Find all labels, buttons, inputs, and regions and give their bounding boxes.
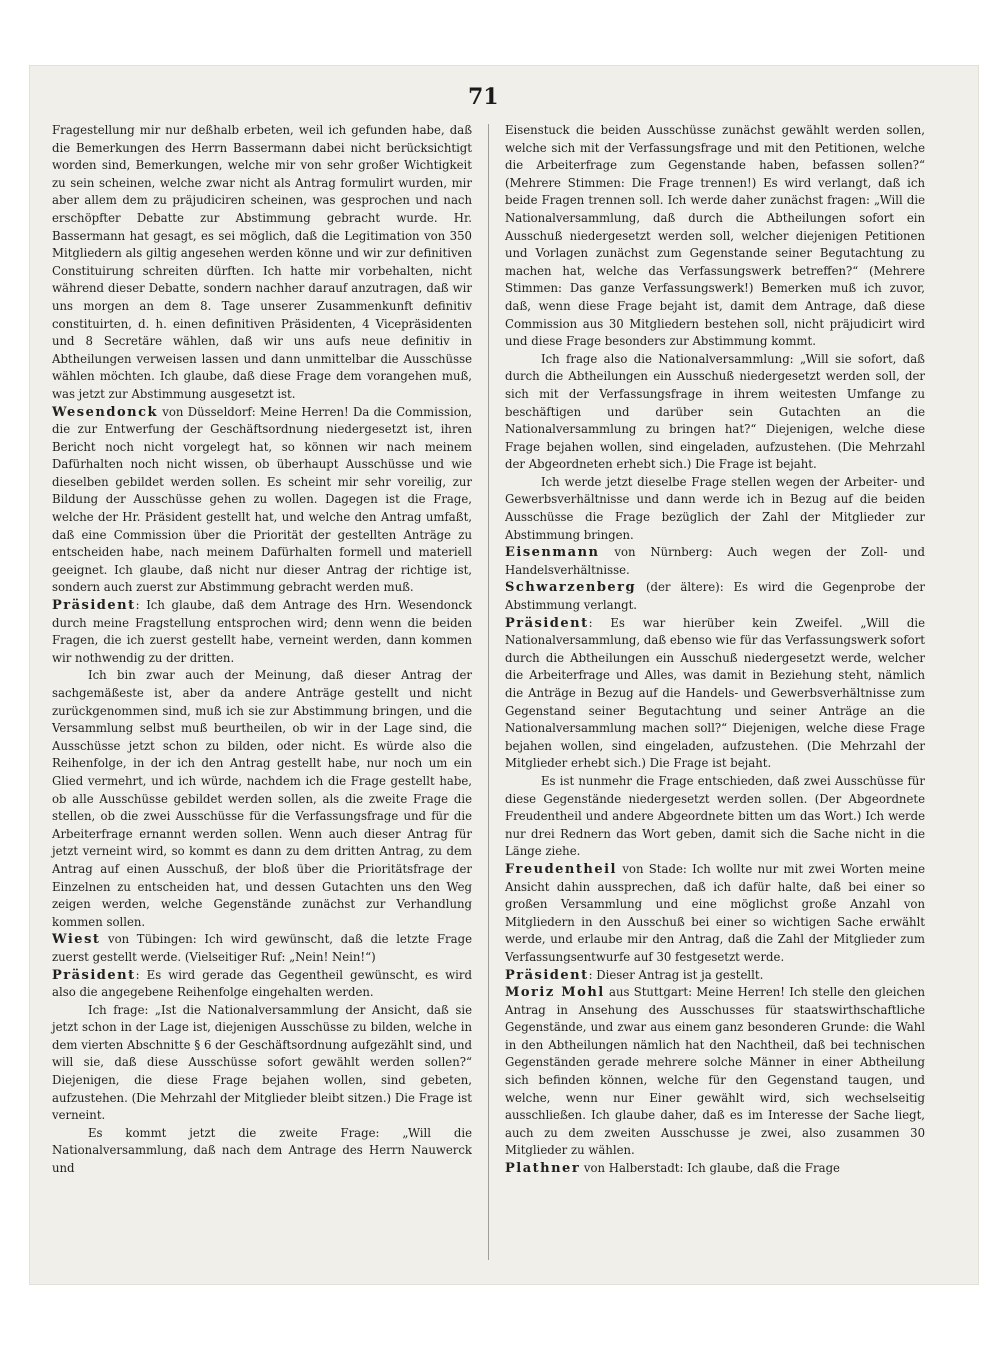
page-number: 71 [468, 84, 499, 110]
paragraph [505, 861, 925, 967]
speaker-name: Freudentheil [505, 861, 617, 877]
paragraph [505, 967, 925, 985]
paragraph-text: von Tübingen: Ich wird gewünscht, daß die letzte Frage zuerst gestellt werde. (Vielseitiger Ruf: „Nein! Nein!“) [52, 932, 472, 964]
paragraph-text: Es ist nunmehr die Frage entschieden, daß zwei Ausschüsse für diese Gegenstände niedergesetzt werden sollen. (Der Abgeordnete Freudentheil und andere Abgeordnete bitten um das Wort.) Ich werde nur drei Rednern das Wort geben, damit sich die Sache nicht in die Länge ziehe. [505, 773, 925, 859]
paragraph [52, 122, 472, 404]
paragraph-text: Ich frage also die Nationalversammlung: „Will sie sofort, daß durch die Abtheilungen ein Ausschuß niedergesetzt werden soll, der sich mit der Verfassungsfrage in ihrem weitesten Umfange zu beschäftigen und darüber sein Gutachten an die Nationalversammlung zu bringen hat?“ Diejenigen, welche diese Frage bejahen wollen, sind eingeladen, aufzustehen. (Die Mehrzahl der Abgeordneten erhebt sich.) Die Frage ist bejaht. [505, 351, 925, 472]
paragraph [505, 1160, 925, 1178]
paragraph [505, 579, 925, 614]
paragraph-text: : Ich glaube, daß dem Antrage des Hrn. Wesendonck durch meine Fragstellung entsprochen wird; denn wenn die beiden Fragen, die ich zuerst gestellt habe, verneint werden, dann kommen wir nothwendig zu der dritten. [52, 598, 472, 665]
paragraph-text: aus Stuttgart: Meine Herren! Ich stelle den gleichen Antrag in Ansehung des Ausschusses für staatswirthschaftliche Gegenstände, und zwar aus einem ganz besonderen Grunde: die Wahl in den Abtheilungen nämlich hat den Nachtheil, daß bei technischen Gegenständen gerade mehrere solche Männer in einer Abtheilung sich befinden können, welche für den Gegenstand taugen, und welche, wenn nur Einer gewählt wird, sich wechselseitig ausschließen. Ich glaube daher, daß es im Interesse der Sache liegt, auch zu dem zweiten Ausschusse je zwei, also zusammen 30 Mitglieder zu wählen. [505, 985, 925, 1158]
paragraph-text: Fragestellung mir nur deßhalb erbeten, weil ich gefunden habe, daß die Bemerkungen des Herrn Bassermann dabei nicht berücksichtigt worden sind, Bemerkungen, welche mir von sehr großer Wichtigkeit zu sein scheinen, welche zwar nicht als Antrag formulirt wurden, mir aber allem dem zu präjudiciren scheinen, was gesprochen und nach erschöpfter Debatte zur Abstimmung gebracht wurde. Hr. Bassermann hat gesagt, es sei möglich, daß die Legitimation von 350 Mitgliedern als giltig angesehen werden könne und wir zur definitiven Constituirung schreiten dürften. Ich hatte mir vorbehalten, nicht während dieser Debatte, sondern nachher darauf anzutragen, daß wir uns morgen an dem 8. Tage unserer Zusammenkunft definitiv constituirten, d. h. einen definitiven Präsidenten, 4 Vicepräsidenten und 8 Secretäre wählen, daß wir uns aufs neue definitiv in Abtheilungen verweisen lassen und dann unmittelbar die Ausschüsse wählen möchten. Ich glaube, daß diese Frage dem vorangehen muß, was jetzt zur Abstimmung ausgesetzt ist. [52, 123, 472, 401]
paragraph [52, 404, 472, 598]
paragraph-text: : Dieser Antrag ist ja gestellt. [588, 967, 764, 982]
paragraph-text: von Stade: Ich wollte nur mit zwei Worten meine Ansicht dahin aussprechen, daß ich dafür halte, daß bei einer so großen Versammlung und eine möglichst große Anzahl von Mitgliedern in den Ausschuß bei einer so wichtigen Sache erwählt werde, und erlaube mir den Antrag, daß die Zahl der Mitglieder zum Verfassungsentwurfe auf 30 festgesetzt werde. [505, 861, 925, 964]
paragraph-text: Es kommt jetzt die zweite Frage: „Will die Nationalversammlung, daß nach dem Antrage des Herrn Nauwerck und [52, 1125, 472, 1176]
speaker-name: Präsident [52, 967, 136, 983]
paragraph [505, 474, 925, 544]
paragraph [52, 667, 472, 931]
speaker-name: Moriz Mohl [505, 985, 605, 1001]
paragraph [52, 1002, 472, 1125]
paragraph [505, 351, 925, 474]
paragraph [505, 773, 925, 861]
paragraph-text: : Es war hierüber kein Zweifel. „Will die Nationalversammlung, daß ebenso wie für das Verfassungswerk sofort durch die Abtheilungen ein Ausschuß niedergesetzt werde, welcher die Arbeiterfrage und Alles, was damit in Beziehung steht, nämlich die Anträge in Bezug auf die Handels- und Gewerbsverhältnisse zum Gegenstand seiner Begutachtung und seiner Anträge an die Nationalversammlung machen soll?“ Diejenigen, welche diese Frage bejahen wollen, sind eingeladen, aufzustehen. (Die Mehrzahl der Mitglieder erhebt sich.) Die Frage ist bejaht. [505, 615, 925, 771]
speaker-name: Plathner [505, 1161, 581, 1177]
speaker-name: Präsident [52, 598, 136, 614]
speaker-name: Wesendonck [52, 404, 158, 420]
paragraph-text: Ich frage: „Ist die Nationalversammlung der Ansicht, daß sie jetzt schon in der Lage ist, diejenigen Ausschüsse zu bilden, welche in dem vierten Abschnitte § 6 der Geschäftsordnung aufgezählt sind, und will sie, daß diese Ausschüsse sofort gewählt werden sollen?“ Diejenigen, die diese Frage bejahen wollen, sind gebeten, aufzustehen. (Die Mehrzahl der Mitglieder bleibt sitzen.) Die Frage ist verneint. [52, 1002, 472, 1123]
paragraph [52, 967, 472, 1002]
paragraph-text: von Nürnberg: Auch wegen der Zoll- und Handelsverhältnisse. [505, 545, 925, 577]
paragraph [505, 122, 925, 351]
speaker-name: Schwarzenberg [505, 580, 637, 596]
paragraph [52, 1125, 472, 1178]
speaker-name: Wiest [52, 932, 101, 948]
paragraph-text: Ich bin zwar auch der Meinung, daß dieser Antrag der sachgemäßeste ist, aber da andere Anträge gestellt und nicht zurückgenommen sind, muß ich sie zur Abstimmung bringen, und die Versammlung selbst muß beurtheilen, ob wir in der Lage sind, die Ausschüsse jetzt schon zu bilden, oder nicht. Es würde also die Reihenfolge, in der ich den Antrag gestellt habe, nur noch um ein Glied vermehrt, und ich würde, nachdem ich die Frage gestellt habe, ob alle Ausschüsse gebildet werden sollen, als die zweite Frage die stellen, ob die zwei Ausschüsse für die Verfassungsfrage und für die Arbeiterfrage ernannt werden sollen. Wenn auch dieser Antrag für jetzt verneint wird, so kommt es dann zu dem dritten Antrag, zu dem Antrag auf einen Ausschuß, der bloß über die Prioritätsfrage der Einzelnen zu entscheiden hat, und dessen Gutachten uns den Weg zeigen werden, welche Gegenstände zunächst zur Verhandlung kommen sollen. [52, 668, 472, 929]
paragraph [505, 984, 925, 1160]
paragraph [505, 615, 925, 773]
speaker-name: Präsident [505, 967, 589, 983]
paragraph-text: (der ältere): Es wird die Gegenprobe der Abstimmung verlangt. [505, 580, 925, 613]
paragraph [505, 544, 925, 579]
paragraph-text: von Halberstadt: Ich glaube, daß die Frage [580, 1161, 840, 1176]
paragraph-text: : Es wird gerade das Gegentheil gewünscht, es wird also die angegebene Reihenfolge eingehalten werden. [52, 967, 472, 1000]
paragraph-text: Eisenstuck die beiden Ausschüsse zunächst gewählt werden sollen, welche sich mit der Verfassungsfrage und mit den Petitionen, welche die Arbeiterfrage zum Gegenstande haben, befassen sollen?“ (Mehrere Stimmen: Die Frage trennen!) Es wird verlangt, daß ich beide Fragen trennen soll. Ich werde daher zunächst fragen: „Will die Nationalversammlung, daß durch die Abtheilungen sofort ein Ausschuß niedergesetzt werden soll, welcher diejenigen Petitionen und Vorlagen zunächst zum Gegenstande seiner Begutachtung zu machen hat, welche das Verfassungswerk betreffen?“ (Mehrere Stimmen: Das ganze Verfassungswerk!) Bemerken muß ich zuvor, daß, wenn diese Frage bejaht ist, damit dem Antrage, daß diese Commission aus 30 Mitgliedern bestehen soll, nicht präjudicirt wird und diese Frage besonders zur Abstimmung kommt. [505, 123, 925, 349]
paragraph-text: Ich werde jetzt dieselbe Frage stellen wegen der Arbeiter- und Gewerbsverhältnisse und dann werde ich in Bezug auf die beiden Ausschüsse die Frage bezüglich der Zahl der Mitglieder zur Abstimmung bringen. [505, 474, 925, 542]
paragraph [52, 931, 472, 966]
paragraph-text: von Düsseldorf: Meine Herren! Da die Commission, die zur Entwerfung der Geschäftsordnung niedergesetzt ist, ihren Bericht noch nicht vorgelegt hat, so können wir nach meinem Dafürhalten noch nicht wissen, ob überhaupt Ausschüsse und wie dieselben gebildet werden sollen. Es scheint mir sehr voreilig, zur Bildung der Ausschüsse gehen zu wollen. Dagegen ist die Frage, welche der Hr. Präsident gestellt hat, und welche den Antrag umfaßt, daß eine Commission über die Priorität der gestellten Anträge zu entscheiden habe, nach meinem Dafürhalten formell und materiell geeignet. Ich glaube, daß nicht nur dieser Antrag der richtige ist, sondern auch zuerst zur Abstimmung gebracht werden muß. [52, 404, 472, 595]
right-column [505, 122, 925, 1178]
column-divider [488, 124, 489, 1260]
paragraph [52, 597, 472, 667]
speaker-name: Eisenmann [505, 545, 600, 561]
speaker-name: Präsident [505, 615, 589, 631]
left-column [52, 122, 472, 1178]
